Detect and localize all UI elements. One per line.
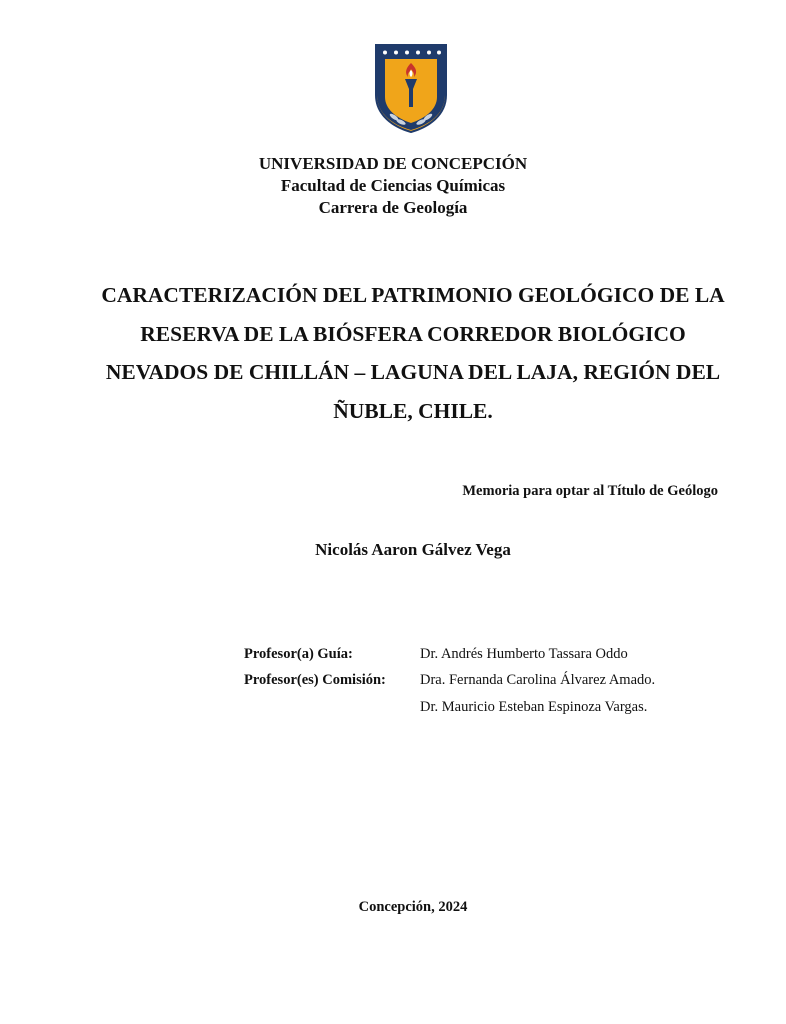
- faculty-name: Facultad de Ciencias Químicas: [280, 176, 506, 195]
- university-name: UNIVERSIDAD DE CONCEPCIÓN: [258, 154, 528, 173]
- author-name: Nicolás Aaron Gálvez Vega: [315, 540, 511, 559]
- thesis-title-line: CARACTERIZACIÓN DEL PATRIMONIO GEOLÓGICO DE LA: [101, 283, 725, 307]
- guide-name: Dr. Andrés Humberto Tassara Oddo: [420, 646, 628, 662]
- commission-member: Dr. Mauricio Esteban Espinoza Vargas.: [420, 699, 648, 715]
- commission-member: Dra. Fernanda Carolina Álvarez Amado.: [420, 672, 656, 688]
- degree-statement: Memoria para optar al Título de Geólogo: [462, 483, 718, 499]
- thesis-title: [90, 276, 736, 430]
- guide-label: Profesor(a) Guía:: [244, 646, 353, 662]
- university-crest-icon: [374, 43, 448, 133]
- career-name: Carrera de Geología: [318, 198, 468, 217]
- thesis-title-line: NEVADOS DE CHILLÁN – LAGUNA DEL LAJA, REGIÓN DEL: [105, 360, 721, 384]
- thesis-title-line: ÑUBLE, CHILE.: [333, 398, 493, 423]
- thesis-title-line: RESERVA DE LA BIÓSFERA CORREDOR BIOLÓGICO: [140, 321, 686, 346]
- place-date: Concepción, 2024: [358, 899, 468, 915]
- commission-label: Profesor(es) Comisión:: [244, 672, 386, 688]
